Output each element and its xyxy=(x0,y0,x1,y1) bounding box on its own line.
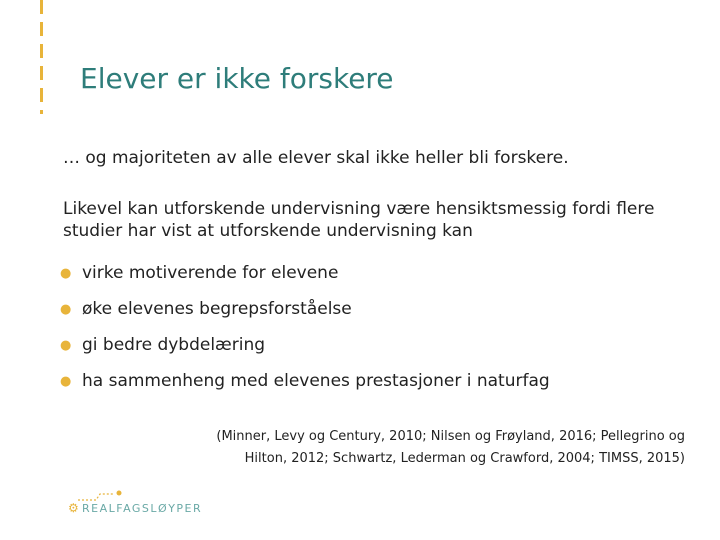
bullet-text: gi bedre dybdelæring xyxy=(82,335,266,355)
bullet-icon: ● xyxy=(60,373,72,389)
bullet-icon: ● xyxy=(60,337,72,353)
references-line: (Minner, Levy og Century, 2010; Nilsen og Frøyland, 2016; Pellegrino og xyxy=(216,429,685,444)
list-item xyxy=(60,255,550,291)
list-item xyxy=(60,291,550,327)
bullet-text: øke elevenes begrepsforståelse xyxy=(82,299,352,319)
gear-icon: ⚙ xyxy=(68,501,79,515)
references xyxy=(210,426,685,470)
bullet-icon: ● xyxy=(60,301,72,317)
bullet-text: ha sammenheng med elevenes prestasjoner i naturfag xyxy=(82,371,550,391)
slide-title: Elever er ikke forskere xyxy=(80,62,394,95)
intro-line: … og majoriteten av alle elever skal ikke heller bli forskere. xyxy=(63,148,569,168)
bullet-text: virke motiverende for elevene xyxy=(82,263,339,283)
body-paragraph: Likevel kan utforskende undervisning være hensiktsmessig fordi flere studier har vist at utforskende undervisning kan xyxy=(63,199,655,241)
decorative-dashed-line xyxy=(40,0,43,114)
realfagsloyper-logo xyxy=(68,490,228,530)
bullet-list xyxy=(60,255,550,399)
list-item xyxy=(60,327,550,363)
bullet-icon: ● xyxy=(60,265,72,281)
logo-text: REALFAGSLØYPER xyxy=(82,502,203,515)
list-item xyxy=(60,363,550,399)
references-line: Hilton, 2012; Schwartz, Lederman og Crawford, 2004; TIMSS, 2015) xyxy=(244,451,685,466)
